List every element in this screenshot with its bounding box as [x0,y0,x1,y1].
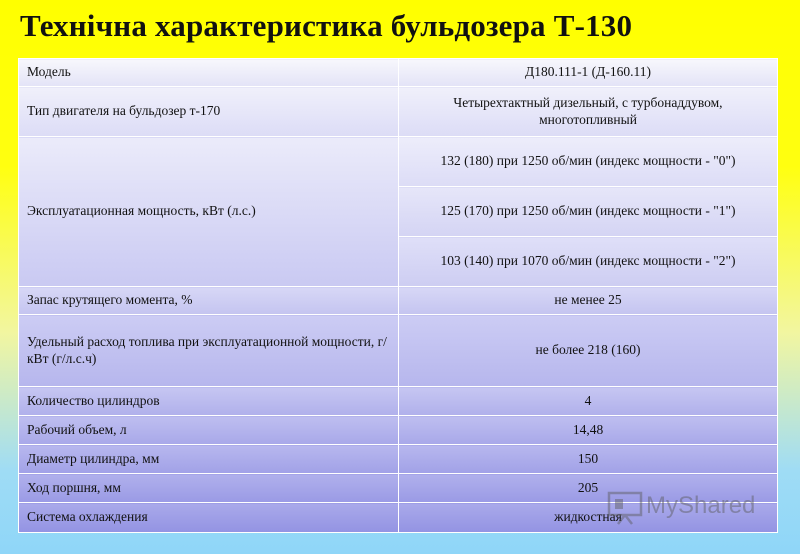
row-label: Запас крутящего момента, % [19,287,399,315]
page-title: Технічна характеристика бульдозера Т-130 [20,8,633,43]
row-label: Модель [19,59,399,87]
row-value: не более 218 (160) [399,315,778,387]
table-row [19,315,778,387]
table-row [19,416,778,445]
row-value: Д180.111-1 (Д-160.11) [399,59,778,87]
row-label: Тип двигателя на бульдозер т-170 [19,87,399,137]
row-value: 4 [399,387,778,416]
row-label: Ход поршня, мм [19,474,399,503]
table-row [19,387,778,416]
row-value: не менее 25 [399,287,778,315]
row-value: 132 (180) при 1250 об/мин (индекс мощности - "0") [399,137,778,187]
table-row [19,503,778,533]
row-value: Четырехтактный дизельный, с турбонаддувом, многотопливный [399,87,778,137]
row-value: 125 (170) при 1250 об/мин (индекс мощности - "1") [399,187,778,237]
row-value: 103 (140) при 1070 об/мин (индекс мощности - "2") [399,237,778,287]
row-value: 205 [399,474,778,503]
row-label: Диаметр цилиндра, мм [19,445,399,474]
row-label: Количество цилиндров [19,387,399,416]
table-row [19,474,778,503]
row-label: Удельный расход топлива при эксплуатационной мощности, г/кВт (г/л.с.ч) [19,315,399,387]
table-row [19,445,778,474]
row-label: Рабочий объем, л [19,416,399,445]
watermark-text: MyShared [646,492,756,519]
row-label: Система охлаждения [19,503,399,533]
row-value: 150 [399,445,778,474]
row-value: 14,48 [399,416,778,445]
table-row [19,87,778,137]
table-row [19,137,778,187]
row-label: Эксплуатационная мощность, кВт (л.с.) [19,137,399,287]
row-value: жидкостная [399,503,778,533]
table-row [19,287,778,315]
spec-table [18,58,778,533]
table-row [19,59,778,87]
